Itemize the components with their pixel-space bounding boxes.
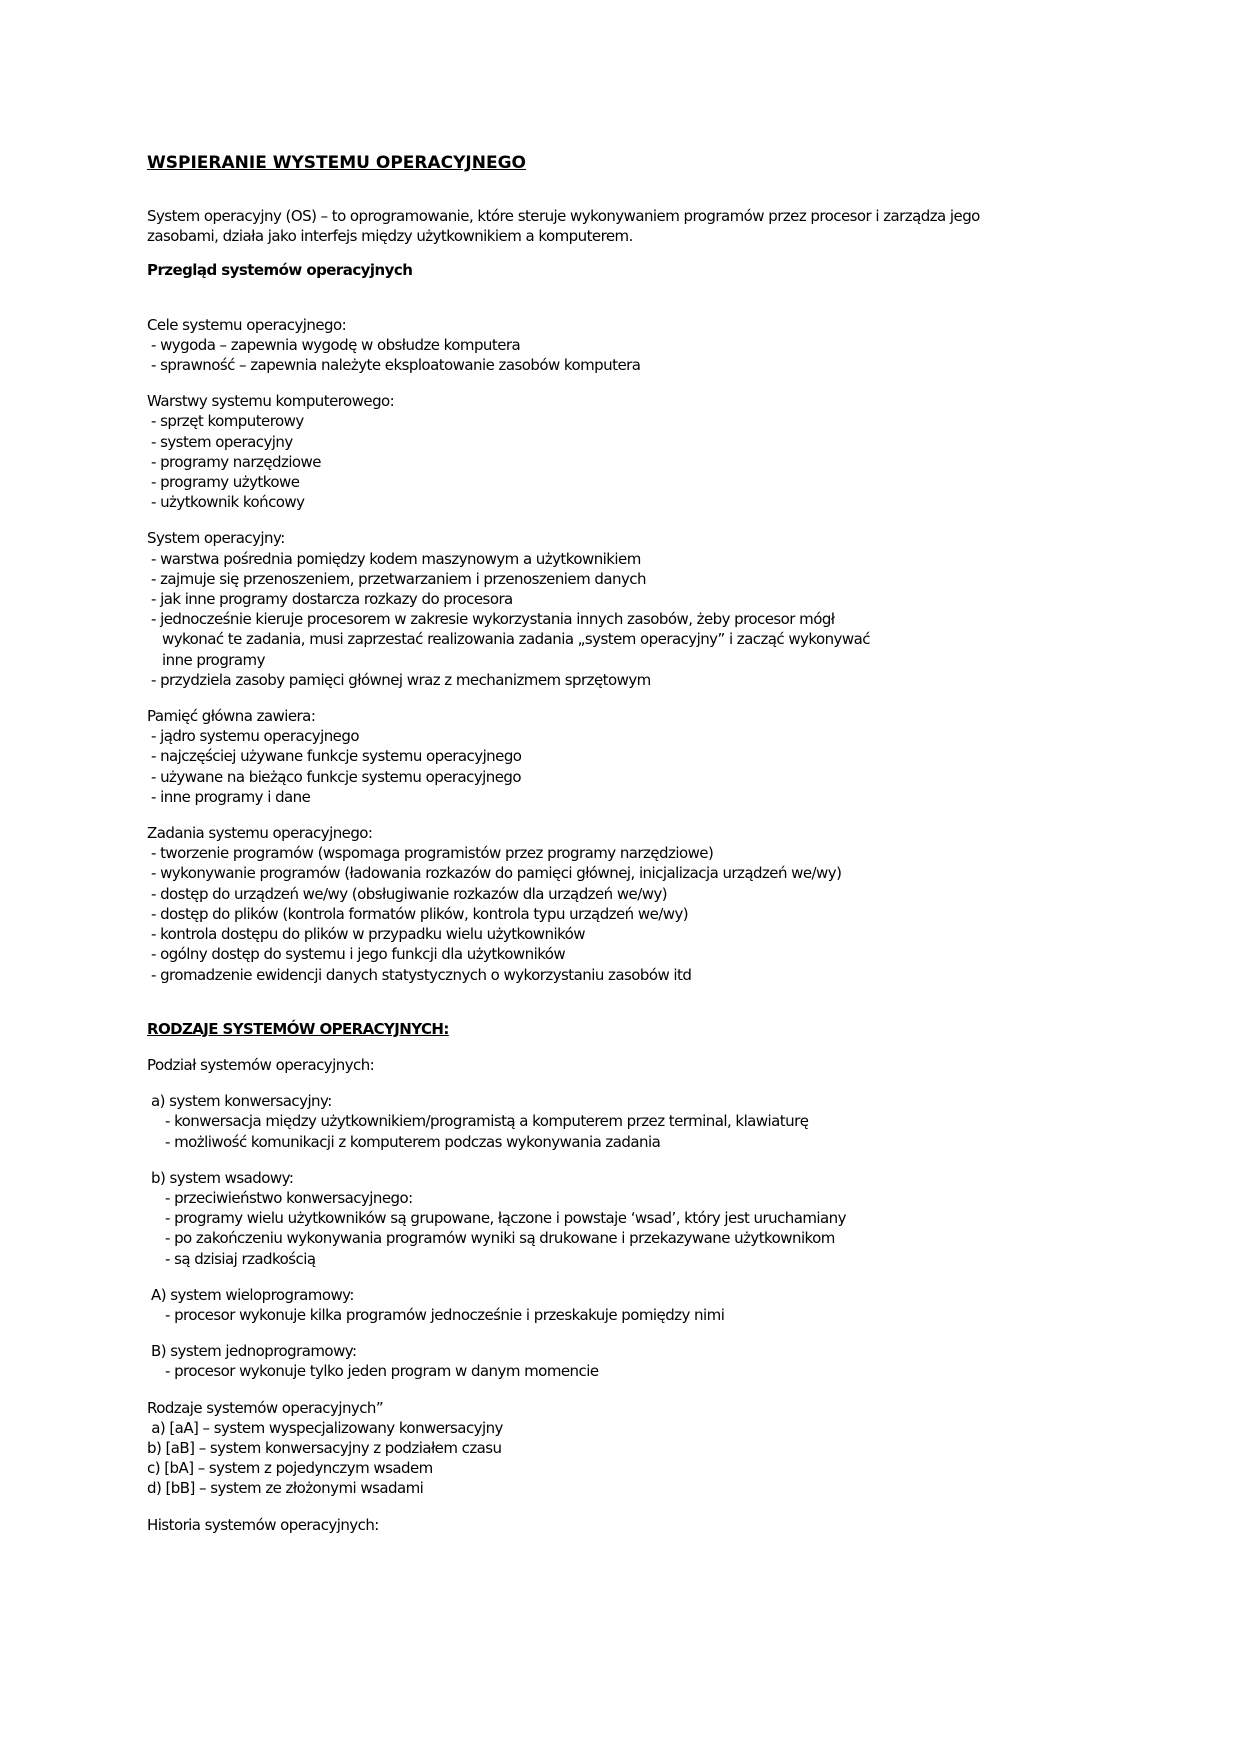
- list-item: - kontrola dostępu do plików w przypadku wielu użytkowników: [151, 925, 586, 944]
- list-item: - przydziela zasoby pamięci głównej wraz z mechanizmem sprzętowym: [151, 670, 651, 689]
- list-item: - wykonywanie programów (ładowania rozkazów do pamięci głównej, inicjalizacja urządzeń we/wy): [151, 864, 842, 883]
- list-item: - po zakończeniu wykonywania programów wyniki są drukowane i przekazywane użytkownikom: [165, 1229, 835, 1248]
- list-item: - procesor wykonuje kilka programów jednocześnie i przeskakuje pomiędzy nimi: [165, 1305, 725, 1324]
- conversational-section: [147, 1091, 1047, 1152]
- layers-section: [147, 391, 1047, 512]
- memory-heading: Pamięć główna zawiera:: [147, 707, 316, 726]
- list-item: d) [bB] – system ze złożonymi wsadami: [147, 1479, 424, 1498]
- list-item: - warstwa pośrednia pomiędzy kodem maszynowym a użytkownikiem: [151, 549, 641, 568]
- tasks-section: [147, 823, 1047, 985]
- list-item: - tworzenie programów (wspomaga programistów przez programy narzędziowe): [151, 844, 714, 863]
- list-item: - możliwość komunikacji z komputerem podczas wykonywania zadania: [165, 1132, 661, 1151]
- list-item: - używane na bieżąco funkcje systemu operacyjnego: [151, 767, 522, 786]
- goals-section: [147, 315, 1047, 376]
- subsection-heading: b) system wsadowy:: [151, 1168, 294, 1187]
- list-item: b) [aB] – system konwersacyjny z podziałem czasu: [147, 1438, 502, 1457]
- list-item: - jądro systemu operacyjnego: [151, 727, 359, 746]
- layers-heading: Warstwy systemu komputerowego:: [147, 392, 395, 411]
- os-section: [147, 528, 1047, 690]
- os-heading: System operacyjny:: [147, 529, 285, 548]
- intro-line: System operacyjny (OS) – to oprogramowanie, które steruje wykonywaniem programów przez procesor i zarządza jego: [147, 207, 980, 225]
- list-item-continuation: wykonać te zadania, musi zaprzestać realizowania zadania „system operacyjny” i zacząć wykonywać: [162, 630, 870, 649]
- intro-line: zasobami, działa jako interfejs między użytkownikiem a komputerem.: [147, 227, 633, 246]
- kinds-section: [147, 1398, 1047, 1499]
- list-item-continuation: inne programy: [162, 650, 265, 669]
- singleprogram-section: [147, 1341, 1047, 1381]
- subsection-heading: B) system jednoprogramowy:: [151, 1342, 357, 1361]
- list-item: - przeciwieństwo konwersacyjnego:: [165, 1188, 413, 1207]
- list-item: - system operacyjny: [151, 432, 293, 451]
- list-item: - programy wielu użytkowników są grupowane, łączone i powstaje ‘wsad’, który jest uruchamiany: [165, 1209, 846, 1228]
- list-item: a) [aA] – system wyspecjalizowany konwersacyjny: [147, 1418, 503, 1437]
- list-item: - sprzęt komputerowy: [151, 412, 304, 431]
- list-item: - jednocześnie kieruje procesorem w zakresie wykorzystania innych zasobów, żeby procesor mógł: [151, 610, 835, 629]
- memory-section: [147, 706, 1047, 807]
- types-heading: RODZAJE SYSTEMÓW OPERACYJNYCH:: [147, 1019, 449, 1038]
- list-item: - użytkownik końcowy: [151, 493, 305, 512]
- multiprogram-section: [147, 1285, 1047, 1325]
- list-item: - procesor wykonuje tylko jeden program w danym momencie: [165, 1362, 599, 1381]
- list-item: - gromadzenie ewidencji danych statystycznych o wykorzystaniu zasobów itd: [151, 965, 692, 984]
- list-item: - sprawność – zapewnia należyte eksploatowanie zasobów komputera: [151, 356, 641, 375]
- subsection-heading: a) system konwersacyjny:: [151, 1092, 332, 1111]
- document-title: WSPIERANIE WYSTEMU OPERACYJNEGO: [147, 153, 527, 173]
- batch-section: [147, 1168, 1047, 1269]
- list-item: - inne programy i dane: [151, 787, 311, 806]
- list-item: - zajmuje się przenoszeniem, przetwarzaniem i przenoszeniem danych: [151, 569, 646, 588]
- list-item: - są dzisiaj rzadkością: [165, 1249, 316, 1268]
- kinds-heading: Rodzaje systemów operacyjnych”: [147, 1398, 384, 1417]
- division-heading: Podział systemów operacyjnych:: [147, 1055, 375, 1074]
- list-item: c) [bA] – system z pojedynczym wsadem: [147, 1459, 433, 1478]
- list-item: - dostęp do urządzeń we/wy (obsługiwanie rozkazów dla urządzeń we/wy): [151, 884, 668, 903]
- list-item: - wygoda – zapewnia wygodę w obsłudze komputera: [151, 335, 521, 354]
- list-item: - konwersacja między użytkownikiem/programistą a komputerem przez terminal, klawiaturę: [165, 1112, 809, 1131]
- list-item: - jak inne programy dostarcza rozkazy do procesora: [151, 590, 513, 609]
- overview-heading: Przegląd systemów operacyjnych: [147, 261, 413, 280]
- list-item: - dostęp do plików (kontrola formatów plików, kontrola typu urządzeń we/wy): [151, 904, 689, 923]
- list-item: - ogólny dostęp do systemu i jego funkcji dla użytkowników: [151, 945, 566, 964]
- list-item: - programy narzędziowe: [151, 452, 321, 471]
- document-page: [147, 140, 1047, 1535]
- history-heading: Historia systemów operacyjnych:: [147, 1515, 379, 1534]
- goals-heading: Cele systemu operacyjnego:: [147, 315, 347, 334]
- list-item: - programy użytkowe: [151, 473, 300, 492]
- intro-paragraph: [147, 206, 1047, 246]
- tasks-heading: Zadania systemu operacyjnego:: [147, 824, 373, 843]
- list-item: - najczęściej używane funkcje systemu operacyjnego: [151, 747, 522, 766]
- subsection-heading: A) system wieloprogramowy:: [151, 1285, 354, 1304]
